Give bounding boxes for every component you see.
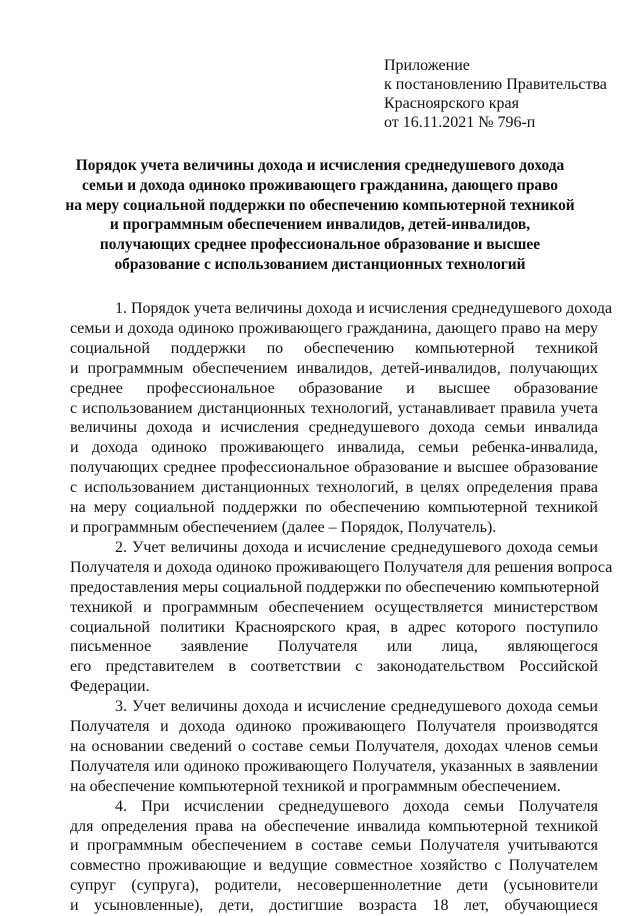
attachment-line: от 16.11.2021 № 796-п: [384, 114, 536, 131]
body-line: с использованием дистанционных технологий, в целях определения права: [70, 479, 598, 497]
document-body: [70, 299, 613, 916]
body-line: величины дохода и исчисления среднедушевого дохода семьи инвалида: [70, 419, 598, 437]
body-line: и программным обеспечением инвалидов, детей-инвалидов, получающих: [70, 359, 598, 377]
body-line: и программным обеспечением (далее – Порядок, Получатель).: [70, 518, 497, 536]
paragraph-2: [70, 538, 613, 697]
body-line: и программным обеспечением в составе семьи Получателя учитываются: [70, 837, 598, 855]
body-line: Получателя и дохода одиноко проживающего Получателя производятся: [70, 718, 598, 736]
attachment-line: к постановлению Правительства: [384, 76, 607, 93]
body-line: Получателя или одиноко проживающего Получателя, указанных в заявлении: [70, 757, 598, 775]
attachment-line: Приложение: [384, 57, 470, 74]
title-line: Порядок учета величины дохода и исчисления среднедушевого дохода: [75, 157, 565, 174]
title-line: получающих среднее профессиональное образование и высшее: [99, 236, 541, 254]
body-line: и усыновленные), дети, достигшие возраста 18 лет, обучающиеся: [70, 897, 598, 915]
title-line: семьи и дохода одиноко проживающего гражданина, дающего право: [82, 176, 558, 194]
body-line: социальной поддержки по обеспечению компьютерной техникой: [70, 339, 598, 357]
body-line: супруг (супруга), родители, несовершеннолетние дети (усыновители: [70, 877, 598, 895]
body-line: на меру социальной поддержки по обеспечению компьютерной техникой: [70, 499, 598, 517]
body-line: семьи и дохода одиноко проживающего гражданина, дающего право на меру: [70, 319, 598, 337]
document-title: [60, 156, 580, 275]
body-line: среднее профессиональное образование и высшее образование: [70, 379, 598, 397]
body-line: получающих среднее профессиональное образование и высшее образование: [70, 459, 598, 477]
body-line: Получателя и дохода одиноко проживающего Получателя для решения вопроса: [70, 558, 613, 576]
body-line: с использованием дистанционных технологий, устанавливает правила учета: [70, 399, 598, 417]
paragraph-1: [70, 299, 613, 538]
body-line: социальной политики Красноярского края, в адрес которого поступило: [70, 618, 598, 636]
body-line: его представителем в соответствии с законодательством Российской: [70, 658, 598, 676]
title-line: на меру социальной поддержки по обеспечению компьютерной техникой: [65, 196, 575, 214]
body-line: на обеспечение компьютерной техникой и программным обеспечением.: [70, 777, 561, 795]
body-line: совместно проживающие и ведущие совместное хозяйство с Получателем: [70, 857, 598, 875]
body-line: 4. При исчислении среднедушевого дохода семьи Получателя: [115, 797, 598, 815]
body-line: техникой и программным обеспечением осуществляется министерством: [70, 598, 598, 616]
paragraph-3: [70, 697, 598, 797]
paragraph-4: [70, 797, 598, 916]
title-line: и программным обеспечением инвалидов, детей-инвалидов,: [109, 216, 531, 234]
body-line: 1. Порядок учета величины дохода и исчисления среднедушевого дохода: [115, 300, 613, 317]
title-line: образование с использованием дистанционных технологий: [114, 255, 526, 273]
body-line: для определения права на обеспечение инвалида компьютерной техникой: [70, 817, 598, 835]
body-line: предоставления меры социальной поддержки по обеспечению компьютерной: [70, 578, 600, 596]
body-line: и дохода одиноко проживающего инвалида, семьи ребенка-инвалида,: [70, 439, 598, 457]
attachment-line: Красноярского края: [384, 95, 519, 112]
body-line: Федерации.: [70, 678, 150, 696]
body-line: письменное заявление Получателя или лица, являющегося: [70, 638, 598, 656]
attachment-note: [384, 56, 607, 132]
body-line: на основании сведений о составе семьи Получателя, доходах членов семьи: [70, 737, 598, 755]
body-line: 3. Учет величины дохода и исчисление среднедушевого дохода семьи: [115, 698, 598, 716]
body-line: 2. Учет величины дохода и исчисление среднедушевого дохода семьи: [115, 538, 598, 556]
